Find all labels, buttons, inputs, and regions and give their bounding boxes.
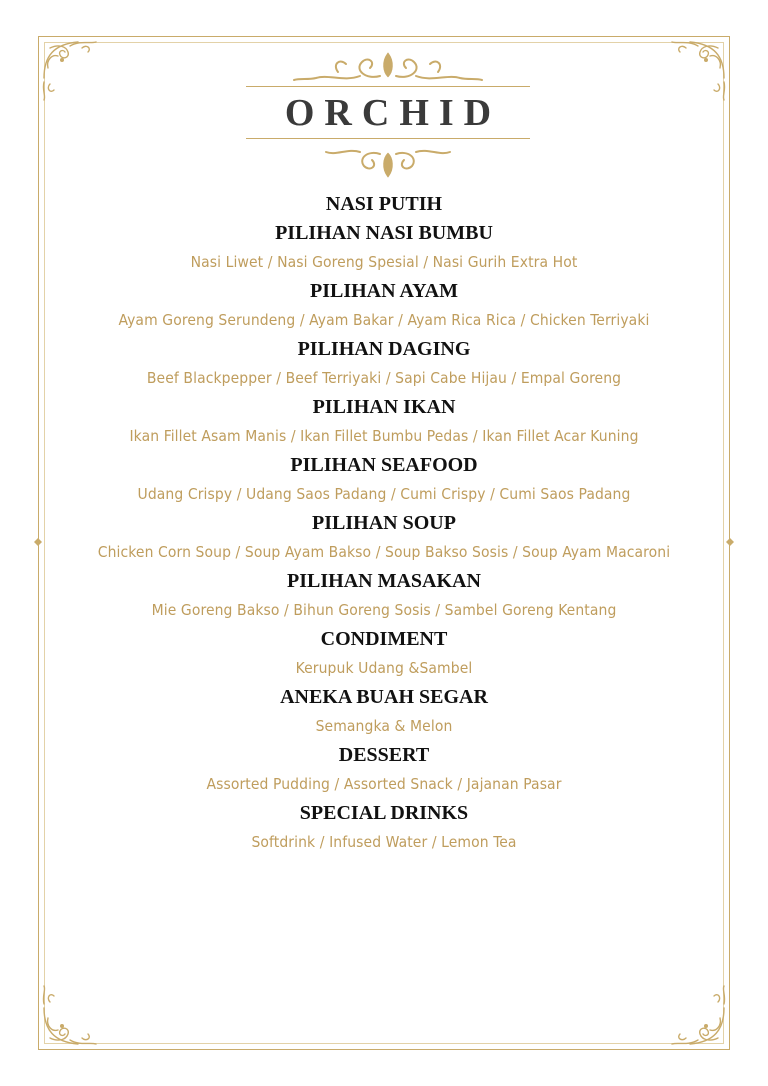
section-title-nasi-putih: NASI PUTIH <box>325 193 443 215</box>
section-title-ayam: PILIHAN AYAM <box>310 280 458 302</box>
section-items-seafood: Udang Crispy / Udang Saos Padang / Cumi Crispy / Cumi Saos Padang <box>137 485 631 503</box>
menu-list <box>44 190 724 857</box>
side-diamond-left <box>34 538 42 546</box>
section-items-dessert: Assorted Pudding / Assorted Snack / Jajanan Pasar <box>206 775 562 793</box>
section-title-seafood: PILIHAN SEAFOOD <box>290 454 478 476</box>
corner-ornament-top-left <box>40 38 104 102</box>
menu-header <box>240 44 536 184</box>
section-items-ikan: Ikan Fillet Asam Manis / Ikan Fillet Bumbu Pedas / Ikan Fillet Acar Kuning <box>129 427 639 445</box>
section-items-condiment: Kerupuk Udang &Sambel <box>295 659 473 677</box>
section-items-daging: Beef Blackpepper / Beef Terriyaki / Sapi Cabe Hijau / Empal Goreng <box>146 369 622 387</box>
section-items-masakan: Mie Goreng Bakso / Bihun Goreng Sosis / Sambel Goreng Kentang <box>151 601 617 619</box>
corner-ornament-bottom-right <box>664 984 728 1048</box>
section-items-buah: Semangka & Melon <box>315 717 453 735</box>
section-items-nasi-bumbu: Nasi Liwet / Nasi Goreng Spesial / Nasi Gurih Extra Hot <box>190 253 578 271</box>
section-items-soup: Chicken Corn Soup / Soup Ayam Bakso / Soup Bakso Sosis / Soup Ayam Macaroni <box>97 543 671 561</box>
bottom-scroll-ornament <box>324 140 452 180</box>
section-items-ayam: Ayam Goreng Serundeng / Ayam Bakar / Ayam Rica Rica / Chicken Terriyaki <box>118 311 650 329</box>
section-title-drinks: SPECIAL DRINKS <box>299 802 469 824</box>
side-diamond-right <box>726 538 734 546</box>
section-title-daging: PILIHAN DAGING <box>297 338 471 360</box>
section-title-dessert: DESSERT <box>338 744 430 766</box>
corner-ornament-bottom-left <box>40 984 104 1048</box>
section-title-condiment: CONDIMENT <box>320 628 448 650</box>
section-title-ikan: PILIHAN IKAN <box>312 396 456 418</box>
title-rule-top <box>246 86 530 87</box>
section-title-buah: ANEKA BUAH SEGAR <box>280 686 488 708</box>
top-scroll-ornament <box>292 50 484 86</box>
section-title-masakan: PILIHAN MASAKAN <box>287 570 481 592</box>
section-title-soup: PILIHAN SOUP <box>312 512 456 534</box>
corner-ornament-top-right <box>664 38 728 102</box>
section-title-nasi-bumbu: PILIHAN NASI BUMBU <box>275 222 493 244</box>
title-rule-bottom <box>246 138 530 139</box>
section-items-drinks: Softdrink / Infused Water / Lemon Tea <box>251 833 517 851</box>
page-title: ORCHID <box>284 92 502 134</box>
